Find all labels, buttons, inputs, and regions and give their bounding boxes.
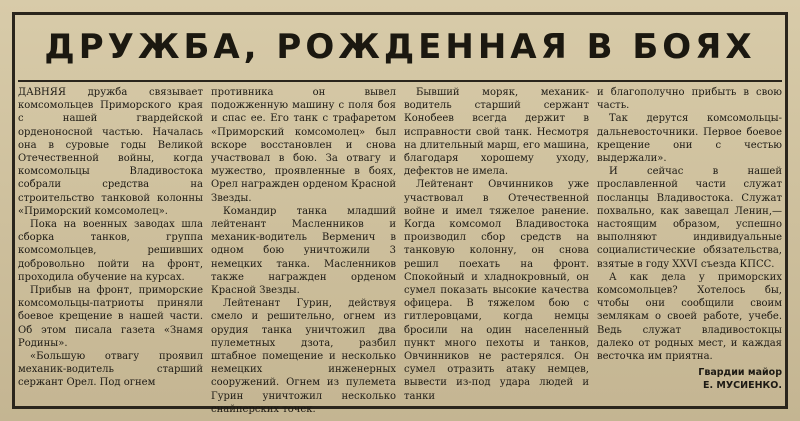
paragraph: Прибыв на фронт, приморские комсомольцы-патриоты приняли боевое крещение в нашей части. Об этом писала газета «Знамя Родины». — [18, 285, 203, 349]
paragraph: А как дела у приморских комсомольцев? Хотелось бы, чтобы они сообщили своим землякам о своей работе, учебе. Ведь служат владивостокцы далеко от родных мест, и каждая весточка им приятна. — [597, 271, 782, 363]
column-2 — [211, 86, 396, 415]
headline-divider — [18, 80, 782, 82]
paragraph: Лейтенант Гурин, действуя смело и решительно, огнем из орудия танка уничтожил два пулеметных дзота, разбил штабное помещение и несколько немецких инженерных сооружений. Огнем из пулемета Гурин уничтожил несколько снайперских точек. — [211, 298, 396, 415]
paragraph: Командир танка младший лейтенант Масленников и механик-водитель Верменич в одном бою уничтожили 3 немецких танка. Масленников также награжден орденом Красной Звезды. — [211, 205, 396, 297]
article-headline: ДРУЖБА, РОЖДЕННАЯ В БОЯХ — [44, 27, 756, 67]
author-rank: Гвардии майор — [698, 367, 782, 379]
paragraph: И сейчас в нашей прославленной части служат посланцы Владивостока. Служат похвально, как завещал Ленин,— настоящим образом, успешно выполняют индивидуальные социалистические обязательства, взятые в году XXVI съезда КПСС. — [597, 166, 782, 270]
article-body — [18, 86, 782, 415]
paragraph: Бывший моряк, механик-водитель старший сержант Конобеев всегда держит в исправности свой танк. Несмотря на длительный марш, его машина, благодаря хорошему уходу, дефектов не имела. — [404, 87, 589, 178]
column-4 — [597, 86, 782, 402]
column-1 — [18, 86, 203, 402]
paragraph: ДАВНЯЯ дружба связывает комсомольцев Приморского края с нашей гвардейской орденоносной частью. Началась она в суровые годы Великой Отечественной войны, когда комсомольцы Владивостока собрали средства на строительство танковой колонны «Приморский комсомолец». — [18, 87, 203, 217]
paragraph: Так дерутся комсомольцы-дальневосточники. Первое боевое крещение они с честью выдержали». — [597, 113, 782, 165]
paragraph: противника он вывел подожженную машину с поля боя и спас ее. Его танк с трафаретом «Приморский комсомолец» был вскоре восстановлен и снова участвовал в бою. За отвагу и мужество, проявленные в боях, Орел награжден орденом Красной Звезды. — [211, 87, 396, 204]
paragraph: «Большую отвагу проявил механик-водитель старший сержант Орел. Под огнем — [18, 351, 203, 389]
column-3 — [404, 86, 589, 402]
paragraph: и благополучно прибыть в свою часть. — [597, 87, 782, 112]
author-name: Е. МУСИЕНКО. — [703, 379, 782, 391]
paragraph: Пока на военных заводах шла сборка танков, группа комсомольцев, решивших добровольно пойти на фронт, проходила обучение на курсах. — [18, 219, 203, 283]
paragraph: Лейтенант Овчинников уже участвовал в Отечественной войне и имел тяжелое ранение. Когда комсомол Владивостока производил сбор средств на танковую колонну, он снова решил поехать на фронт. Спокойный и хладнокровный, он сумел показать высокие качества офицера. В тяжелом бою с гитлеровцами, когда немцы бросили на один населенный пункт много пехоты и танков, Овчинников не растерялся. Он сумел отразить атаку немцев, вывести из-под удара людей и танки — [404, 179, 589, 402]
author-signature — [597, 367, 782, 392]
